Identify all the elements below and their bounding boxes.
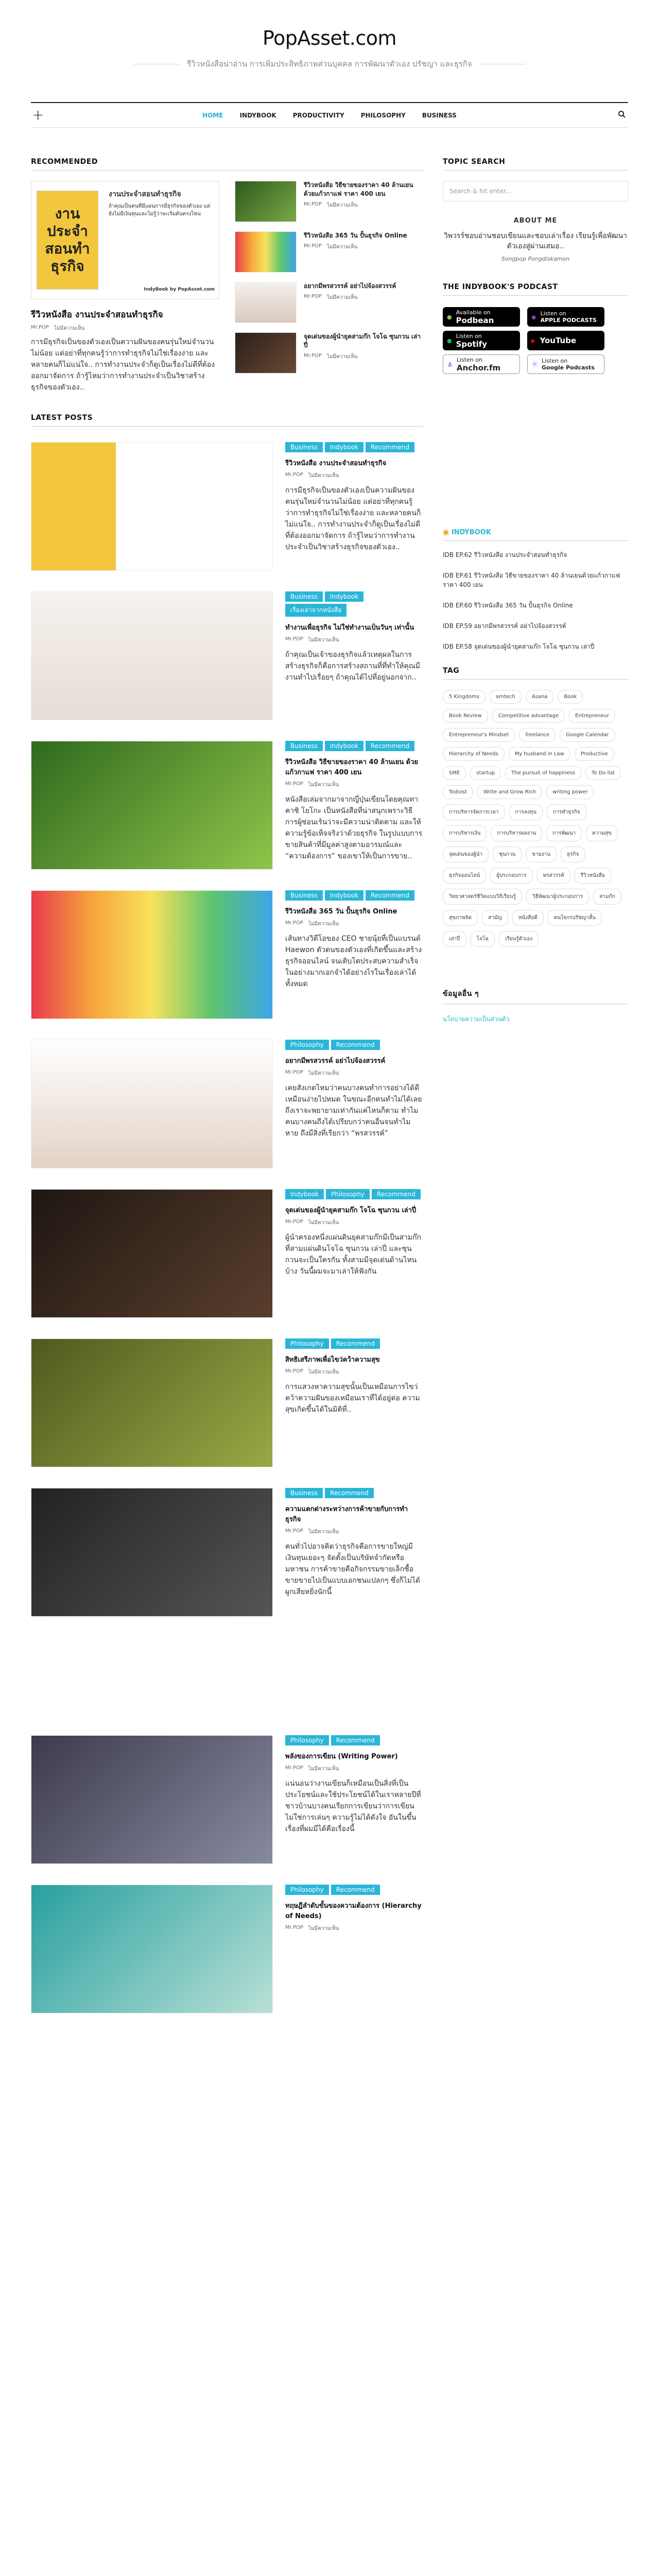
topic-search-heading: TOPIC SEARCH — [443, 158, 628, 171]
tag-link[interactable]: ธุรกิจออนไลน์ — [443, 868, 486, 884]
podcast-heading: THE INDYBOOK'S PODCAST — [443, 283, 628, 296]
tag-link[interactable]: ตนใจกรปรัชญาสั้น — [548, 910, 602, 926]
book-cover-art — [37, 191, 98, 290]
post-body — [285, 1488, 423, 1617]
badge-name: Google Podcasts — [542, 364, 595, 371]
post-item — [31, 1338, 423, 1467]
post-item — [31, 890, 423, 1019]
youtube-badge[interactable] — [527, 331, 604, 350]
google-podcasts-badge[interactable] — [527, 354, 604, 374]
author[interactable]: Mr.POP — [304, 201, 322, 207]
tag-link[interactable]: เล่าปี่ — [443, 931, 466, 947]
comment-count[interactable]: ไม่มีความเห็น — [326, 202, 358, 208]
comment-count[interactable]: ไม่มีความเห็น — [308, 1926, 339, 1931]
tag-link[interactable]: พรสวรรค์ — [537, 868, 570, 884]
category-tag[interactable]: Recommend — [331, 1735, 380, 1745]
about-text: วิพวรร์ชอบอ่านชอบเขียนและชอบเล่าเรื่อง เรียนรู้เพื่อพัฒนาตัวเองสู่ผ่านเสมอ.. — [443, 232, 628, 250]
tag-link[interactable]: วิธีพัฒนาผู้ประกอบการ — [526, 889, 589, 905]
post-image[interactable] — [31, 1885, 273, 2013]
post-item — [31, 1040, 423, 1168]
category-tag[interactable]: Philosophy — [285, 1885, 329, 1895]
tag-link[interactable]: การบริหารเงิน — [443, 825, 487, 841]
post-meta — [285, 920, 423, 928]
author[interactable]: Mr.POP — [304, 353, 322, 359]
post-body — [285, 890, 423, 1019]
post-image[interactable] — [31, 442, 273, 571]
comment-count[interactable]: ไม่มีความเห็น — [308, 637, 339, 643]
tag-link[interactable]: The pursuit of happiness — [505, 766, 581, 780]
podbean-icon: ● — [447, 313, 452, 320]
post-categories — [285, 890, 423, 901]
post-item — [31, 442, 423, 571]
author[interactable]: Mr.POP — [285, 920, 303, 926]
book-cover-text: ถ้าคุณเป็นคนที่มีแผนการมีธุรกิจของตัวเอง แต่ยังไม่มีเงินทุนและไม่รู้ว่าจะเริ่มต้นตรงไหน — [109, 204, 211, 217]
tag-link[interactable]: startup — [470, 766, 501, 780]
signature: Songpop Pongdiskamon — [501, 256, 570, 262]
post-categories — [285, 442, 423, 452]
post-title[interactable]: รีวิวหนังสือ งานประจำสอนทำธุรกิจ — [285, 460, 387, 467]
post-categories — [285, 1735, 423, 1745]
tag-link[interactable]: ความสุข — [586, 825, 617, 841]
badge-name: Spotify — [456, 339, 488, 349]
info-heading: ข้อมูลอื่น ๆ — [443, 988, 628, 1004]
post-excerpt: หนังสือเล่มจากมาจากญี่ปุ่นเขียนโดยคุณทาคาชิ โยโกะ เป็นหนังสือที่น่าสนุกเพราะวิธีการผู้ซ่อนเร้นว่าจะมีความน่าติดตาม และให้ความรู้ข้อเท็จจริงว่าด้วยธุรกิจ ในรูปแบบการขายสินค้าที่มีมูลค่าสูงตามอารมณ์และ “ความต้องการ” ของเขาให้เป็นการขาย.. — [285, 795, 423, 860]
category-tag[interactable]: Recommend — [331, 1040, 380, 1050]
rss-item[interactable]: IDB EP.58 จุดเด่นของผู้นำยุคสามก๊ก โจโฉ ซุนกวน เล่าปี่ — [443, 643, 595, 650]
badge-name: YouTube — [540, 336, 577, 345]
tag-link[interactable]: Google Calendar — [560, 728, 615, 742]
badge-name: Anchor.fm — [456, 363, 501, 372]
tag-link[interactable]: freelance — [519, 728, 556, 742]
nav-item-home[interactable]: HOME — [202, 111, 223, 119]
search-icon[interactable] — [618, 110, 626, 118]
post-item — [31, 1735, 423, 1864]
post-excerpt: ถ้าคุณเป็นเจ้าของธุรกิจแล้วเหตุผลในการสร้างธุรกิจก็คือการสร้างสถานที่ที่ทำให้คุณมีงานทำไปเรื่อยๆ ถ้าคุณได้ไปที่อยู่นอกจาก.. — [285, 651, 421, 682]
author[interactable]: Mr.POP — [285, 1070, 303, 1075]
author[interactable]: Mr.POP — [285, 1528, 303, 1534]
category-tag[interactable]: Philosophy — [326, 1189, 370, 1199]
tag-link[interactable]: หนังสือดี — [512, 910, 544, 926]
tag-cloud — [443, 690, 628, 947]
post-body — [285, 442, 423, 571]
post-thumbnail[interactable] — [235, 181, 297, 222]
tag-link[interactable]: SME — [443, 766, 466, 780]
comment-count[interactable]: ไม่มีความเห็น — [308, 1220, 339, 1226]
badge-name: Podbean — [456, 315, 494, 325]
post-categories — [285, 591, 423, 617]
post-title[interactable]: ความแตกต่างระหว่างการค้าขายกับการทำธุรกิจ — [285, 1505, 408, 1523]
comment-count[interactable]: ไม่มีความเห็น — [308, 1529, 339, 1535]
tag-link[interactable]: การบริหารผลงาน — [491, 825, 542, 841]
google-podcasts-icon: ⦿ — [532, 361, 537, 368]
recommended-list — [235, 181, 423, 393]
post-item — [31, 1885, 423, 2013]
list-item — [235, 231, 423, 268]
post-excerpt: คนทั่วไปอาจคิดว่าธุรกิจคือการขายใหญ่มีเงินทุนเยอะๆ จัดตั้งเป็นบริษัทจำกัดหรือมหาชน การค้าขายคือกิจกรรมขายเล็กซื้อขายขายไปเป็นแบบเอกชนแปลกๆ ซึ่งก็ไม่ได้ผูกเสียหยิ่งนักนี้ — [285, 1543, 421, 1596]
tag-link[interactable]: To Do list — [585, 766, 621, 780]
post-excerpt: การแสวงหาความสุขนั้นเป็นเหมือนการไขว่คว้าความฝันของเหมือนเราที่ได้อยู่ต่อ ความสุขเกิดขึ้นได้ในมิติที่.. — [285, 1383, 420, 1414]
author[interactable]: Mr.POP — [31, 325, 49, 330]
latest-posts-list — [31, 442, 423, 2013]
site-title[interactable]: PopAsset.com — [262, 27, 397, 49]
post-image[interactable] — [31, 741, 273, 870]
post-categories — [285, 1338, 423, 1349]
post-categories — [285, 1885, 423, 1895]
tag-link[interactable]: ธุรกิจ — [561, 846, 585, 862]
badge-small-label: Listen on — [456, 332, 482, 340]
post-meta — [304, 201, 423, 209]
book-cover-text-panel — [103, 181, 219, 299]
post-body — [285, 741, 423, 870]
author[interactable]: Mr.POP — [285, 1925, 303, 1930]
comment-count[interactable]: ไม่มีความเห็น — [326, 295, 358, 300]
category-tag[interactable]: Business — [285, 890, 323, 901]
post-title[interactable]: รีวิวหนังสือ วิธีขายของราคา 40 ล้านเยน ด้วยแก้วกาแฟ ราคา 400 เยน — [304, 181, 413, 197]
post-excerpt: ผู้นำครองหนึ่งแผ่นดินยุคสามก๊กมีเป็นสามก๊ก ที่สามแผ่นดินโจโฉ ซุนกวน เล่าปี่ และซุนกวนจะเป็นใครกัน ทั้งสามมีจุดเด่นด้านไหนบ้าง วันนี้ผมจะมาเล่าให้ฟังกัน — [285, 1233, 422, 1276]
tag-link[interactable]: Asana — [526, 690, 554, 704]
list-item — [235, 282, 423, 319]
post-item — [31, 591, 423, 720]
post-title[interactable]: จุดเด่นของผู้นำยุคสามก๊ก โจโฉ ซุนกวน เล่าปี่ — [285, 1207, 417, 1214]
post-image[interactable] — [31, 890, 273, 1019]
nav-item-business[interactable]: BUSINESS — [422, 111, 457, 119]
tag-link[interactable]: My husband in Law — [509, 747, 570, 761]
comment-count[interactable]: ไม่มีความเห็น — [308, 473, 339, 479]
category-tag[interactable]: Recommend — [325, 1488, 374, 1498]
about-heading: ABOUT ME — [513, 217, 558, 225]
author[interactable]: Mr.POP — [285, 472, 303, 478]
post-meta — [285, 1070, 423, 1077]
post-title[interactable]: ทฤษฎีลำดับขั้นของความต้องการ (Hierarchy of Needs) — [285, 1902, 422, 1920]
tag-link[interactable]: ขายงาน — [526, 846, 557, 862]
book-cover-credit: IndyBook by PopAsset.com — [144, 287, 215, 292]
category-tag[interactable]: Philosophy — [285, 1338, 329, 1349]
tag-link[interactable]: ผู้ประกอบการ — [490, 868, 532, 884]
badge-name: APPLE PODCASTS — [540, 317, 597, 324]
tag-link[interactable]: สุขภาพจิต — [443, 910, 478, 926]
post-body — [285, 591, 423, 720]
tag-link[interactable]: Book Review — [443, 709, 488, 723]
category-tag[interactable]: Indybook — [325, 591, 363, 602]
rss-list — [443, 550, 628, 651]
post-title[interactable]: จุดเด่นของผู้นำยุคสามก๊ก โจโฉ ซุนกวน เล่าปี่ — [304, 333, 421, 349]
tag-link[interactable]: สามก๊ก — [593, 889, 621, 905]
post-image[interactable] — [31, 1040, 273, 1168]
author[interactable]: Mr.POP — [285, 1765, 303, 1771]
recommended-section — [31, 181, 423, 393]
post-body — [285, 1735, 423, 1864]
feature-title[interactable]: รีวิวหนังสือ งานประจำสอนทำธุรกิจ — [31, 310, 163, 320]
category-tag[interactable]: Recommend — [331, 1338, 380, 1349]
post-excerpt: เส้นทางวิดีโอของ CEO ชายนุ้ยที่เป็นแบรนด์ Haewon ตัวตนของตัวเองที่เกิดขึ้นและสร้างธุรกิจออนไลน์ จนเติบโตประสบความสำเร็จในอย่างมากเอกจำได้อย่างไรในเรื่องเล่าได้ทั้งหมด — [285, 935, 422, 988]
tag-link[interactable]: Entrepreneur's Mindset — [443, 728, 515, 742]
post-meta — [304, 294, 396, 301]
spotify-icon: ● — [447, 337, 452, 344]
post-title[interactable]: รีวิวหนังสือ 365 วัน ปั้นธุรกิจ Online — [285, 908, 397, 916]
rss-item[interactable]: IDB EP.61 รีวิวหนังสือ วิธีขายของราคา 40 ล้านเยนด้วยแก้วกาแฟราคา 400 เยน — [443, 572, 620, 588]
feature-image[interactable] — [31, 181, 219, 299]
search-input[interactable]: Search & hit enter... — [443, 181, 628, 201]
category-tag[interactable]: Indybook — [325, 741, 363, 751]
comment-count[interactable]: ไม่มีความเห็น — [326, 244, 358, 250]
tag-link[interactable]: Hierarchy of Needs — [443, 747, 505, 761]
post-thumbnail[interactable] — [235, 332, 297, 374]
category-tag[interactable]: Business — [285, 591, 323, 602]
tag-link[interactable]: การทำธุรกิจ — [547, 804, 586, 820]
post-item — [31, 741, 423, 870]
tag-link[interactable]: โจโฉ — [471, 931, 495, 947]
tag-link[interactable]: Write and Grow Rich — [477, 785, 542, 799]
comment-count[interactable]: ไม่มีความเห็น — [54, 326, 85, 331]
author[interactable]: Mr.POP — [285, 781, 303, 787]
comment-count[interactable]: ไม่มีความเห็น — [308, 782, 339, 788]
rss-item[interactable]: IDB EP.62 รีวิวหนังสือ งานประจำสอนทำธุรกิจ — [443, 551, 567, 558]
category-tag[interactable]: Recommend — [366, 741, 414, 751]
spotify-badge[interactable] — [443, 331, 520, 350]
post-excerpt: แน่นอนว่างานเขียนก็เหมือนเป็นสิ่งที่เป็นประโยชน์และใช้ประโยชน์ได้ในเราหลายปีที่ชาวบ้านบางคนเรียกการเขียนว่าการเขียนไม่ใช่การเล่นๆ ความรู้ไม่ได้ดังใจ อันในขึ้นเรื่องที่ผมมีได้คือเรื่องนี้ — [285, 1780, 421, 1833]
tag-link[interactable]: writing power — [546, 785, 594, 799]
tag-link[interactable]: การบริหารจัดการเวลา — [443, 804, 505, 820]
category-tag[interactable]: Philosophy — [285, 1040, 329, 1050]
nav-item-indybook[interactable]: INDYBOOK — [239, 111, 276, 119]
badge-small-label: Available on — [456, 309, 491, 316]
site-header — [31, 0, 628, 70]
privacy-policy-link[interactable]: นโยบายความเป็นส่วนตัว — [443, 1015, 510, 1023]
category-tag[interactable]: Indybook — [285, 1189, 324, 1199]
post-thumbnail[interactable] — [235, 231, 297, 273]
post-title[interactable]: อยากมีพรสวรรค์ อย่าไปจ้องสวรรค์ — [285, 1057, 386, 1065]
tag-link[interactable]: amtech — [490, 690, 522, 704]
podbean-badge[interactable] — [443, 307, 520, 327]
nav-menu — [202, 112, 457, 119]
tag-link[interactable]: การลงทุน — [509, 804, 543, 820]
post-meta — [285, 1219, 423, 1227]
post-title[interactable]: อยากมีพรสวรรค์ อย่าไปจ้องสวรรค์ — [304, 282, 396, 290]
post-image[interactable] — [31, 1189, 273, 1318]
post-meta — [304, 353, 423, 361]
category-tag[interactable]: Recommend — [366, 442, 414, 452]
comment-count[interactable]: ไม่มีความเห็น — [308, 921, 339, 927]
apple-podcasts-badge[interactable] — [527, 307, 604, 327]
category-tag[interactable]: Business — [285, 741, 323, 751]
podcast-badges — [443, 307, 628, 374]
author[interactable]: Mr.POP — [304, 243, 322, 249]
apple-podcasts-icon: ◉ — [531, 313, 536, 320]
comment-count[interactable]: ไม่มีความเห็น — [326, 354, 358, 360]
comment-count[interactable]: ไม่มีความเห็น — [308, 1766, 339, 1772]
post-body — [285, 1189, 423, 1318]
tag-link[interactable]: ซุนกวน — [493, 846, 522, 862]
post-item — [31, 1189, 423, 1318]
author[interactable]: Mr.POP — [285, 1368, 303, 1374]
category-tag[interactable]: Recommend — [372, 1189, 421, 1199]
post-categories — [285, 1488, 423, 1498]
post-title[interactable]: สิทธิเสรีภาพเพื่อไขว่คว้าความสุข — [285, 1356, 380, 1364]
post-title[interactable]: พลังของการเขียน (Writing Power) — [285, 1753, 398, 1760]
post-image[interactable] — [31, 1735, 273, 1864]
post-meta — [285, 781, 423, 789]
rss-item[interactable]: IDB EP.60 รีวิวหนังสือ 365 วัน ปั้นธุรกิจ Online — [443, 602, 573, 609]
post-body — [285, 1338, 423, 1467]
menu-toggle-icon[interactable]: + — [32, 106, 44, 123]
category-tag[interactable]: Business — [285, 1488, 323, 1498]
post-meta — [304, 243, 407, 251]
book-cover-panel-title: งานประจำสอนทำธุรกิจ — [109, 190, 181, 198]
rss-icon: ▣ — [443, 529, 449, 536]
comment-count[interactable]: ไม่มีความเห็น — [308, 1071, 339, 1076]
category-tag[interactable]: Business — [285, 442, 323, 452]
badge-small-label: Listen on — [540, 310, 566, 317]
post-meta — [285, 1528, 423, 1536]
tag-link[interactable]: Competitive advantage — [492, 709, 565, 723]
badge-small-label: Listen on — [542, 358, 568, 364]
category-tag[interactable]: Indybook — [325, 890, 363, 901]
tag-heading: TAG — [443, 667, 628, 680]
post-categories — [285, 741, 423, 751]
tag-link[interactable]: การพัฒนา — [546, 825, 582, 841]
tag-link[interactable]: สามัญ — [482, 910, 508, 926]
category-tag[interactable]: Philosophy — [285, 1735, 329, 1745]
category-tag[interactable]: เรื่องเล่าจากหนังสือ — [285, 604, 346, 617]
author[interactable]: Mr.POP — [304, 294, 322, 299]
tag-link[interactable]: Productive — [575, 747, 614, 761]
post-image[interactable] — [31, 1338, 273, 1467]
sidebar — [443, 158, 628, 2013]
post-meta — [285, 1368, 423, 1376]
post-meta — [285, 1925, 423, 1933]
tag-link[interactable]: จุดเด่นของผู้นำ — [443, 846, 489, 862]
youtube-icon: ▶ — [531, 337, 536, 344]
list-item — [235, 332, 423, 369]
site-tagline: รีวิวหนังสือน่าอ่าน การเพิ่มประสิทธิภาพส่วนบุคคล การพัฒนาตัวเอง ปรัชญา และธุรกิจ — [187, 59, 472, 69]
post-excerpt: การมีธุรกิจเป็นของตัวเองเป็นความฝันของคนรุ่นใหม่จำนวนไม่น้อย แต่อย่าที่ทุกคนรู้ว่าการทำธุรกิจไม่ใช่เรื่องง่าย และหลายคนก็ไม่แน่ใจ.. การทำงานประจำก็ดูเป็นเรื่องไม่ดีที่ต้องออกมาจัดการ ถ้ารู้ไหมว่าการทำงานประจำเป็นวิชาสร้างธุรกิจของตัวเอง.. — [285, 486, 421, 551]
tag-link[interactable]: เรียนรู้ตัวเอง — [499, 931, 539, 947]
tagline-row — [31, 58, 628, 70]
post-image[interactable] — [31, 591, 273, 720]
post-meta — [285, 636, 423, 644]
category-tag[interactable]: Indybook — [325, 442, 363, 452]
latest-posts-heading: LATEST POSTS — [31, 414, 423, 427]
tag-link[interactable]: Entrepreneur — [569, 709, 615, 723]
badge-small-label: Listen on — [456, 356, 483, 363]
post-categories — [285, 1189, 423, 1199]
recommended-heading: RECOMMENDED — [31, 158, 423, 171]
post-body — [285, 1885, 423, 2013]
list-item — [235, 181, 423, 218]
post-excerpt: เคยสังเกตไหมว่าคนบางคนทำการอย่างได้ดีเหมือนง่ายไปหมด ในขณะอีกคนทำไม่ได้เลยถึงเราจะพยายามเท่ากันแค่ไหนก็ตาม ทำไมคนบางคนถึงได้เปรียบกว่าคนอื่นจนทำไมหาย ถึงมีสิ่งที่เรียกว่า “พรสวรรค์” — [285, 1084, 422, 1138]
tag-link[interactable]: รีวิวหนังสือ — [575, 868, 611, 884]
tag-link[interactable]: Book — [558, 690, 583, 704]
category-tag[interactable]: Recommend — [331, 1885, 380, 1895]
category-tag[interactable]: Recommend — [366, 890, 414, 901]
anchor-icon: ⚓ — [447, 361, 453, 368]
anchor-badge[interactable] — [443, 354, 520, 374]
post-categories — [285, 1040, 423, 1050]
author[interactable]: Mr.POP — [285, 1219, 303, 1225]
nav-item-productivity[interactable]: PRODUCTIVITY — [292, 111, 344, 119]
feature-meta — [31, 325, 219, 332]
rss-heading — [443, 529, 628, 541]
tag-link[interactable]: Todoist — [443, 785, 473, 799]
post-item — [31, 1488, 423, 1617]
post-meta — [285, 472, 423, 480]
post-image[interactable] — [31, 1488, 273, 1617]
rss-item[interactable]: IDB EP.59 อยากมีพรสวรรค์ อย่าไปจ้องสวรรค์ — [443, 622, 566, 630]
main-content — [31, 158, 423, 2013]
post-body — [285, 1040, 423, 1168]
post-title[interactable]: รีวิวหนังสือ วิธีขายของราคา 40 ล้านเยน ด้วยแก้วกาแฟ ราคา 400 เยน — [285, 758, 419, 776]
post-thumbnail[interactable] — [235, 282, 297, 323]
author[interactable]: Mr.POP — [285, 636, 303, 642]
post-title[interactable]: รีวิวหนังสือ 365 วัน ปั้นธุรกิจ Online — [304, 232, 407, 239]
post-title[interactable]: ทำงานเพื่อธุรกิจ ไม่ใช่ทำงานเป็นวันๆ เท่านั้น — [285, 624, 414, 632]
tag-link[interactable]: วิทยาศาสตร์ชีวิตแบบวิถีเรียนรู้ — [443, 889, 522, 905]
recommended-feature — [31, 181, 219, 393]
main-navigation — [31, 102, 628, 128]
nav-item-philosophy[interactable]: PHILOSOPHY — [360, 111, 406, 119]
rss-heading-label: INDYBOOK — [451, 529, 491, 536]
feature-excerpt: การมีธุรกิจเป็นของตัวเองเป็นความฝันของคนรุ่นใหม่จำนวนไม่น้อย แต่อย่าที่ทุกคนรู้ว่าการทำธุรกิจไม่ใช่เรื่องง่าย และหลายคนก็ไม่แน่ใจ.. การทำงานประจำก็ดูเป็นเรื่องไม่ดีที่ต้องออกมาจัดการ ถ้ารู้ไหมว่าการทำงานประจำเป็นวิชาสร้างธุรกิจของตัวเอง.. — [31, 338, 215, 392]
post-meta — [285, 1765, 423, 1773]
book-cover-title: งานประจำสอนทำธุรกิจ — [45, 205, 90, 275]
comment-count[interactable]: ไม่มีความเห็น — [308, 1369, 339, 1375]
tag-link[interactable]: 5 Kingdoms — [443, 690, 485, 704]
